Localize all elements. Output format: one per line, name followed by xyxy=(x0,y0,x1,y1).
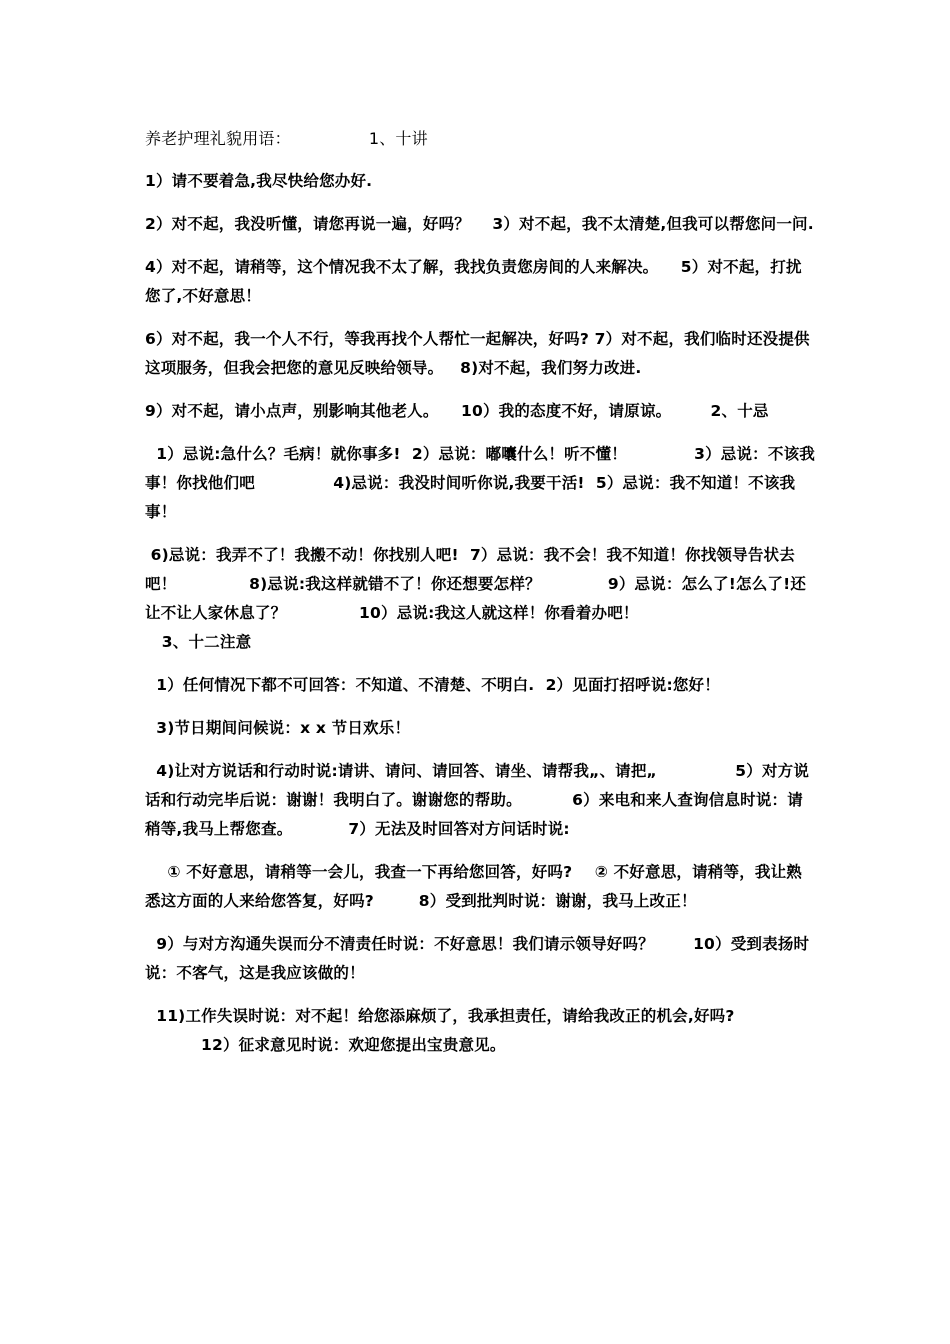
paragraph-6: 1）忌说:急什么？毛病！就你事多! 2）忌说：嘟囔什么！听不懂！ 3）忌说：不该我事！你找他们吧 4)忌说：我没时间听你说,我要干活! 5）忌说：我不知道！不该我事！ xyxy=(145,445,815,521)
paragraph-1: 1）请不要着急,我尽快给您办好. xyxy=(145,172,373,190)
document-title: 养老护理礼貌用语： xyxy=(145,129,291,148)
document-title-line xyxy=(145,124,817,153)
paragraph-2: 2）对不起，我没听懂，请您再说一遍，好吗？ 3）对不起，我不太清楚,但我可以帮您问一问. xyxy=(145,215,814,233)
paragraph-3: 4）对不起，请稍等，这个情况我不太了解，我找负责您房间的人来解决。 5）对不起，打扰您了,不好意思！ xyxy=(145,258,802,305)
paragraph-11: ① 不好意思，请稍等一会儿，我查一下再给您回答，好吗? ② 不好意思，请稍等，我让熟悉这方面的人来给您答复，好吗? 8）受到批判时说：谢谢，我马上改正！ xyxy=(145,863,803,910)
paragraph-7: 6)忌说：我弄不了！我搬不动！你找别人吧! 7）忌说：我不会！我不知道！你找领导告状去吧！ 8)忌说:我这样就错不了！你还想要怎样？ 9）忌说：怎么了!怎么了!还让不让人家休息了？ 10）忌说:我这人就这样！你看着办吧！ xyxy=(145,546,807,622)
section-heading-ten-phrases: 1、十讲 xyxy=(368,129,428,148)
paragraph-4: 6）对不起，我一个人不行，等我再找个人帮忙一起解决，好吗? 7）对不起，我们临时还没提供这项服务，但我会把您的意见反映给领导。 8)对不起，我们努力改进. xyxy=(145,330,810,377)
paragraph-10: 4)让对方说话和行动时说:请讲、请问、请回答、请坐、请帮我„、请把„ 5）对方说话和行动完毕后说：谢谢！我明白了。谢谢您的帮助。 6）来电和来人查询信息时说：请稍等,我马上帮您查。 7）无法及时回答对方问话时说: xyxy=(145,762,810,838)
document-body xyxy=(145,124,817,1074)
section-heading-twelve-notes: 3、十二注意 xyxy=(145,633,252,651)
paragraph-8: 1）任何情况下都不可回答：不知道、不清楚、不明白. 2）见面打招呼说:您好！ xyxy=(145,676,720,694)
paragraph-13: 11)工作失误时说：对不起！给您添麻烦了，我承担责任，请给我改正的机会,好吗? xyxy=(145,1007,735,1025)
paragraph-14: 12）征求意见时说：欢迎您提出宝贵意见。 xyxy=(145,1036,506,1054)
paragraph-12: 9）与对方沟通失误而分不清责任时说：不好意思！我们请示领导好吗？ 10）受到表扬时说：不客气，这是我应该做的！ xyxy=(145,935,810,982)
paragraph-9: 3)节日期间问候说：x x 节日欢乐！ xyxy=(145,719,411,737)
paragraph-5: 9）对不起，请小点声，别影响其他老人。 10）我的态度不好，请原谅。 2、十忌 xyxy=(145,402,769,420)
